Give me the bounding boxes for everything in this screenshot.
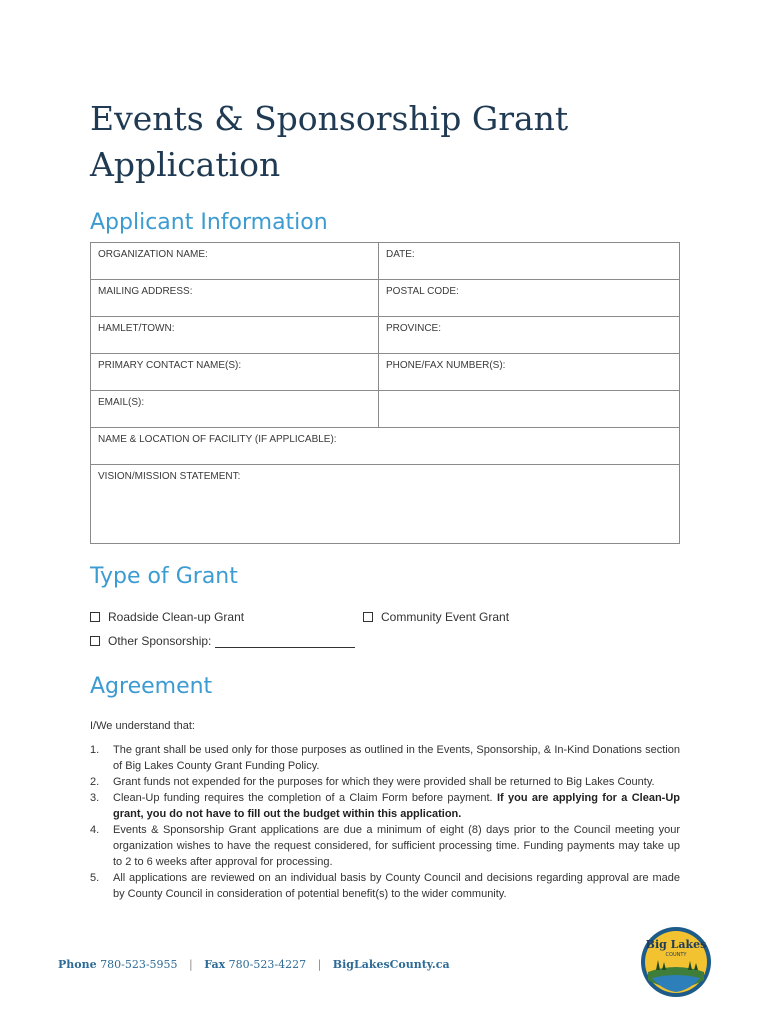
vision-mission-label: VISION/MISSION STATEMENT: bbox=[98, 471, 241, 482]
footer-separator: | bbox=[189, 958, 193, 971]
mailing-address-field[interactable] bbox=[91, 280, 379, 317]
item-number: 4. bbox=[90, 824, 100, 836]
item-text: Clean-Up funding requires the completion of a Claim Form before payment. bbox=[113, 792, 497, 804]
agreement-item bbox=[90, 742, 680, 774]
page-title: Events & Sponsorship Grant Application bbox=[90, 99, 569, 184]
other-sponsorship-option[interactable] bbox=[90, 634, 355, 648]
roadside-checkbox[interactable] bbox=[90, 612, 100, 622]
facility-label: NAME & LOCATION OF FACILITY (IF APPLICABLE): bbox=[98, 434, 337, 445]
item-number: 1. bbox=[90, 744, 100, 756]
item-number: 2. bbox=[90, 776, 100, 788]
agreement-heading: Agreement bbox=[90, 674, 213, 699]
website-link[interactable]: BigLakesCounty.ca bbox=[332, 958, 450, 971]
applicant-information-table bbox=[90, 242, 680, 544]
date-field[interactable] bbox=[379, 243, 680, 280]
primary-contact-field[interactable] bbox=[91, 354, 379, 391]
roadside-label: Roadside Clean-up Grant bbox=[108, 610, 245, 624]
big-lakes-county-logo bbox=[640, 926, 712, 998]
province-field[interactable] bbox=[379, 317, 680, 354]
other-sponsorship-blank[interactable] bbox=[215, 637, 355, 648]
item-bold-text: If you are applying for a Clean-Up grant, you do not have to fill out the budget within this application. bbox=[113, 792, 681, 820]
agreement-item bbox=[90, 774, 680, 790]
item-number: 3. bbox=[90, 792, 100, 804]
other-checkbox[interactable] bbox=[90, 636, 100, 646]
applicant-information-heading: Applicant Information bbox=[90, 210, 328, 235]
fax-number: 780-523-4227 bbox=[228, 958, 307, 971]
item-text: All applications are reviewed on an individual basis by County Council and decisions regarding approval are made by County Council in consideration of potential benefit(s) to the wider community. bbox=[113, 872, 680, 900]
community-grant-option[interactable] bbox=[363, 610, 509, 624]
organization-name-field[interactable] bbox=[91, 243, 379, 280]
roadside-grant-option[interactable] bbox=[90, 610, 244, 624]
phone-label: Phone bbox=[58, 958, 97, 971]
primary-contact-label: PRIMARY CONTACT NAME(S): bbox=[98, 360, 242, 371]
phone-number: 780-523-5955 bbox=[100, 958, 178, 971]
community-checkbox[interactable] bbox=[363, 612, 373, 622]
date-label: DATE: bbox=[386, 249, 415, 260]
fax-label: Fax bbox=[204, 958, 226, 971]
other-label: Other Sponsorship: bbox=[108, 634, 212, 648]
postal-code-label: POSTAL CODE: bbox=[386, 286, 459, 297]
type-of-grant-heading: Type of Grant bbox=[90, 564, 238, 589]
logo-name: Big Lakes bbox=[645, 938, 707, 951]
agreement-list bbox=[90, 742, 680, 902]
province-label: PROVINCE: bbox=[386, 323, 442, 334]
community-label: Community Event Grant bbox=[381, 610, 510, 624]
item-number: 5. bbox=[90, 872, 100, 884]
empty-cell[interactable] bbox=[379, 391, 680, 428]
facility-field[interactable] bbox=[91, 428, 680, 465]
postal-code-field[interactable] bbox=[379, 280, 680, 317]
vision-mission-field[interactable] bbox=[91, 465, 680, 544]
phone-fax-field[interactable] bbox=[379, 354, 680, 391]
organization-name-label: ORGANIZATION NAME: bbox=[98, 249, 208, 260]
item-text: Events & Sponsorship Grant applications are due a minimum of eight (8) days prior to the Council meeting your organization wishes to have the request considered, for sufficient processing time. Funding payments may take up to 2 to 6 weeks after approval for processing. bbox=[113, 824, 680, 868]
email-label: EMAIL(S): bbox=[98, 397, 145, 408]
agreement-item bbox=[90, 870, 680, 902]
agreement-intro: I/We understand that: bbox=[90, 720, 195, 732]
agreement-item bbox=[90, 822, 680, 870]
logo-sub: COUNTY bbox=[665, 952, 687, 958]
agreement-item bbox=[90, 790, 680, 822]
footer-separator: | bbox=[317, 958, 322, 971]
footer-contact bbox=[58, 958, 450, 971]
mailing-address-label: MAILING ADDRESS: bbox=[98, 286, 193, 297]
email-field[interactable] bbox=[91, 391, 379, 428]
hamlet-town-field[interactable] bbox=[91, 317, 379, 354]
hamlet-town-label: HAMLET/TOWN: bbox=[98, 323, 175, 334]
phone-fax-label: PHONE/FAX NUMBER(S): bbox=[386, 360, 506, 371]
item-text: Grant funds not expended for the purposes for which they were provided shall be returned to Big Lakes County. bbox=[113, 776, 655, 788]
item-text: The grant shall be used only for those purposes as outlined in the Events, Sponsorship, & In-Kind Donations section of Big Lakes County Grant Funding Policy. bbox=[113, 744, 680, 772]
